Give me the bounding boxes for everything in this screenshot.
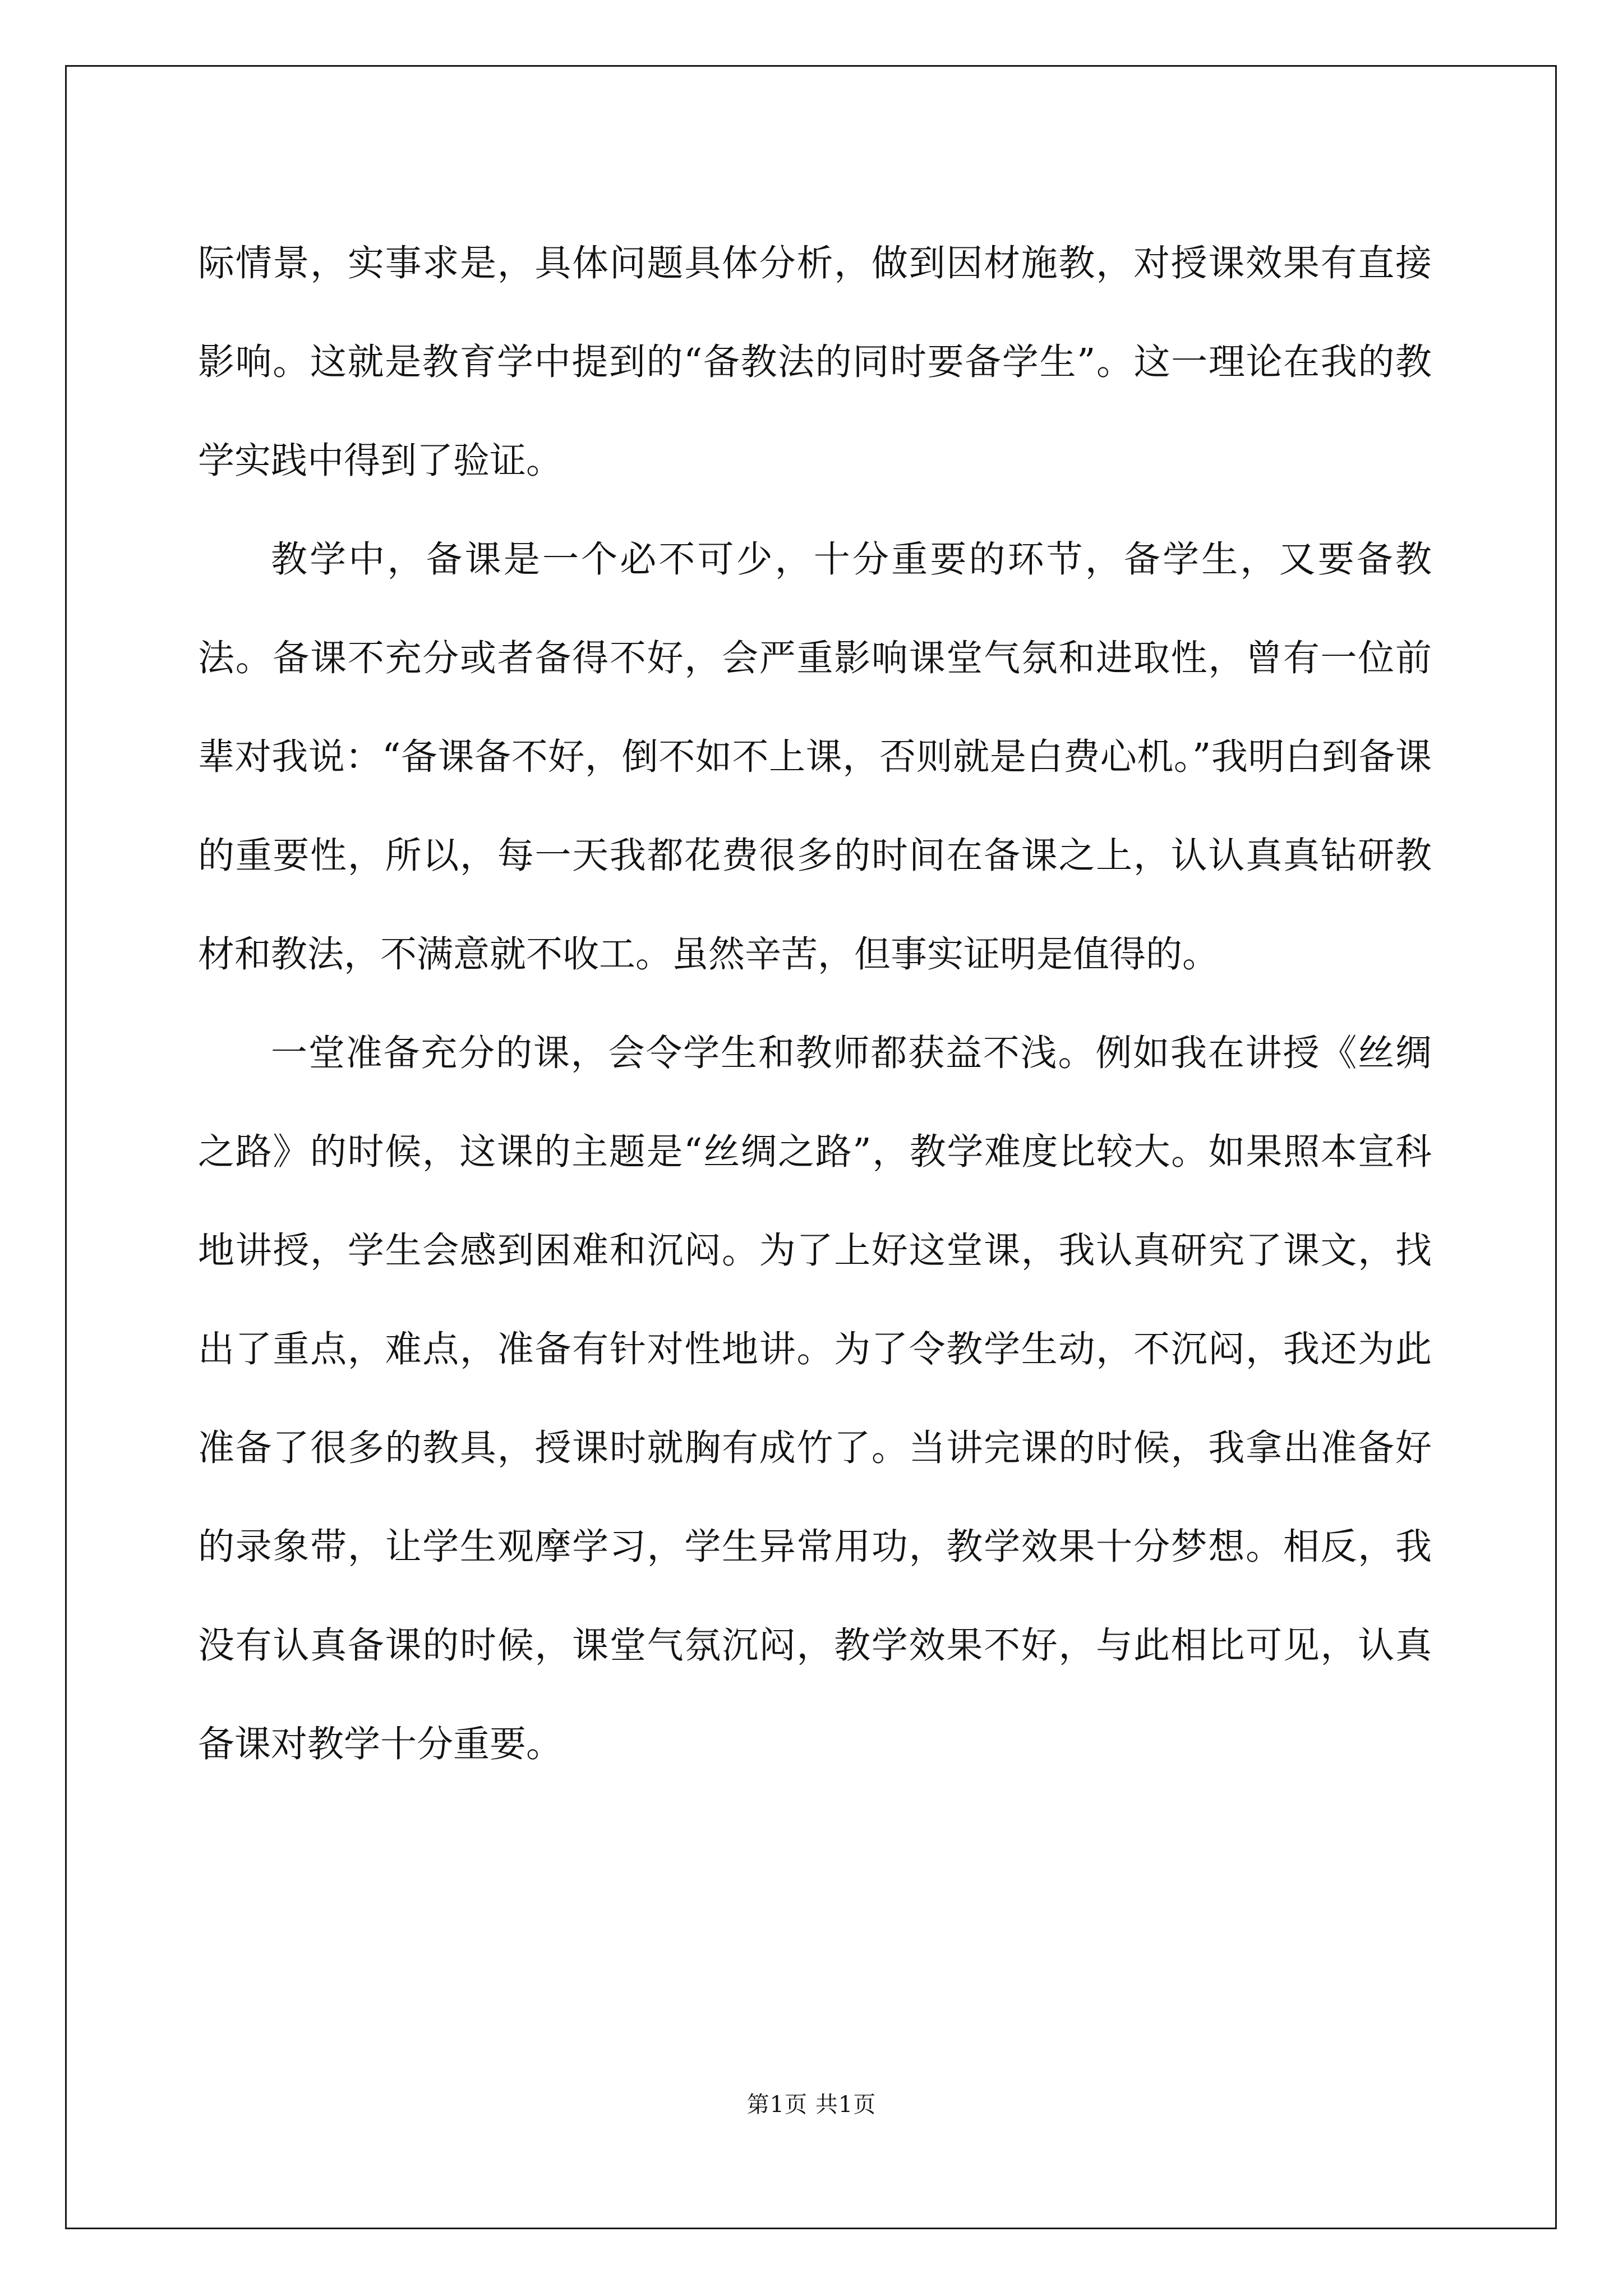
paragraph-1: 际情景，实事求是，具体问题具体分析，做到因材施教，对授课效果有直接影响。这就是教育学中提到的“备教法的同时要备学生”。这一理论在我的教学实践中得到了验证。 bbox=[198, 242, 1432, 482]
document-body bbox=[198, 214, 1432, 1794]
paragraph-3: 一堂准备充分的课，会令学生和教师都获益不浅。例如我在讲授《丝绸之路》的时候，这课的主题是“丝绸之路”，教学难度比较大。如果照本宣科地讲授，学生会感到困难和沉闷。为了上好这堂课，我认真研究了课文，找出了重点，难点，准备有针对性地讲。为了令教学生动，不沉闷，我还为此准备了很多的教具，授课时就胸有成竹了。当讲完课的时候，我拿出准备好的录象带，让学生观摩学习，学生异常用功，教学效果十分梦想。相反，我没有认真备课的时候，课堂气氛沉闷，教学效果不好，与此相比可见，认真备课对教学十分重要。 bbox=[198, 1032, 1432, 1765]
page-number-footer: 第1页 共1页 bbox=[746, 2092, 877, 2118]
paragraph-2: 教学中，备课是一个必不可少，十分重要的环节，备学生，又要备教法。备课不充分或者备得不好，会严重影响课堂气氛和进取性，曾有一位前辈对我说：“备课备不好，倒不如不上课，否则就是白费心机。”我明白到备课的重要性，所以，每一天我都花费很多的时间在备课之上，认认真真钻研教材和教法，不满意就不收工。虽然辛苦，但事实证明是值得的。 bbox=[198, 539, 1432, 976]
